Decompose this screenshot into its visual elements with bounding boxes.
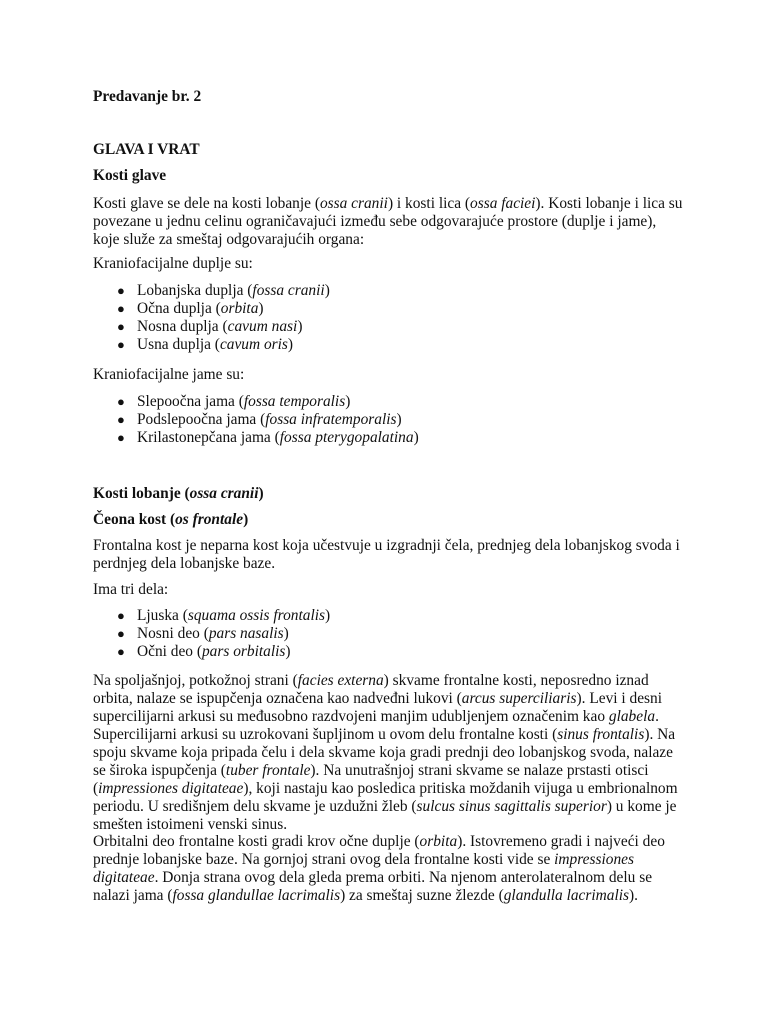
bullet-icon: ● bbox=[117, 412, 125, 427]
text-run: ) za smeštaj suzne žlezde ( bbox=[340, 887, 504, 904]
fossae-intro: Kraniofacijalne jame su: bbox=[93, 366, 245, 383]
item-name: Lobanjska duplja bbox=[137, 282, 244, 299]
text-run: . Donja strana ovog dela gleda prema orbiti. Na njenom anterolateralnom delu se nalazi jama ( bbox=[93, 869, 653, 904]
text-run: ) skvame frontalne kosti, neposredno iznad orbita, nalaze se ispupčenja označena kao nadveđni lukovi ( bbox=[93, 672, 649, 707]
frontal-bone-heading: Čeona kost (os frontale) bbox=[93, 511, 249, 528]
item-latin: fossa cranii bbox=[252, 282, 325, 299]
item-latin: cavum oris bbox=[219, 336, 288, 353]
latin-term: ossa cranii bbox=[319, 195, 388, 212]
intro-paragraph bbox=[93, 195, 683, 249]
orbital-paragraph bbox=[93, 833, 683, 905]
parts-list bbox=[93, 607, 683, 661]
list-item: ● Nosni deo (pars nasalis) bbox=[117, 625, 289, 642]
text-run: ). Kosti lobanje i lica su povezane u jednu celinu ograničavajući između sebe odgovarajuće prostore (duplje i jame), koje služe za smeštaj odgovarajućih organa: bbox=[93, 195, 683, 248]
frontal-intro-paragraph bbox=[93, 537, 683, 573]
list-item: ● Očni deo (pars orbitalis) bbox=[117, 643, 291, 660]
item-name: Nosna duplja bbox=[137, 318, 219, 335]
latin-term: sulcus sinus sagittalis superior bbox=[416, 798, 607, 815]
text-run: Kosti glave se dele na kosti lobanje ( bbox=[93, 195, 320, 212]
item-latin: orbita bbox=[220, 300, 259, 317]
list-item: ● Usna duplja (cavum oris) bbox=[117, 336, 294, 353]
bullet-icon: ● bbox=[117, 644, 125, 659]
latin-term: sinus frontalis bbox=[557, 726, 645, 743]
list-item: ● Lobanjska duplja (fossa cranii) bbox=[117, 282, 330, 299]
item-name: Očni deo bbox=[137, 643, 193, 660]
bullet-icon: ● bbox=[117, 319, 125, 334]
latin-term: glandulla lacrimalis bbox=[503, 887, 630, 904]
latin-term: orbita bbox=[419, 833, 458, 850]
item-name: Ljuska bbox=[137, 607, 179, 624]
text-run: ) i kosti lica ( bbox=[387, 195, 471, 212]
list-item: ● Slepoočna jama (fossa temporalis) bbox=[117, 393, 351, 410]
list-item: ● Podslepoočna jama (fossa infratemporalis) bbox=[117, 411, 402, 428]
item-name: Podslepoočna jama bbox=[137, 411, 257, 428]
text-run: ) u kome je smešten istoimeni venski sinus. bbox=[93, 798, 677, 833]
latin-term: facies externa bbox=[297, 672, 384, 689]
latin-term: glabela bbox=[608, 708, 656, 725]
text-run: . Supercilijarni arkusi su uzrokovani šupljinom u ovom delu frontalne kosti ( bbox=[93, 708, 659, 743]
squama-paragraph bbox=[93, 672, 683, 834]
item-latin: fossa infratemporalis bbox=[265, 411, 397, 428]
list-item: ● Krilastonepčana jama (fossa pterygopalatina) bbox=[117, 429, 419, 446]
item-name: Slepoočna jama bbox=[137, 393, 235, 410]
list-item: ● Ljuska (squama ossis frontalis) bbox=[117, 607, 331, 624]
bullet-icon: ● bbox=[117, 337, 125, 352]
cavities-list bbox=[93, 282, 683, 354]
bullet-icon: ● bbox=[117, 301, 125, 316]
latin-term: ossa faciei bbox=[470, 195, 536, 212]
text-run: ). Na unutrašnjoj strani skvame se nalaze prstasti otisci ( bbox=[93, 762, 649, 797]
subsection-heading: Kosti glave bbox=[93, 167, 167, 184]
latin-term: tuber frontale bbox=[225, 762, 311, 779]
bullet-icon: ● bbox=[117, 394, 125, 409]
item-latin: pars nasalis bbox=[208, 625, 284, 642]
item-latin: cavum nasi bbox=[227, 318, 298, 335]
bullet-icon: ● bbox=[117, 283, 125, 298]
text-run: ). Na spoju skvame koja pripada čelu i dela skvame koja gradi prednji deo lobanjskog svoda, nalaze se široka ispupčenja ( bbox=[93, 726, 676, 779]
list-item: ● Nosna duplja (cavum nasi) bbox=[117, 318, 303, 335]
lecture-title: Predavanje br. 2 bbox=[93, 88, 202, 105]
text-run: Frontalna kost je neparna kost koja učestvuje u izgradnji čela, prednjeg dela lobanjskog svoda i perdnjeg dela lobanjske baze. bbox=[93, 537, 680, 572]
item-name: Krilastonepčana jama bbox=[137, 429, 271, 446]
bullet-icon: ● bbox=[117, 430, 125, 445]
latin-term: arcus superciliaris bbox=[461, 690, 577, 707]
parts-intro: Ima tri dela: bbox=[93, 581, 169, 598]
item-latin: fossa temporalis bbox=[243, 393, 346, 410]
item-name: Očna duplja bbox=[137, 300, 212, 317]
section-heading: GLAVA I VRAT bbox=[93, 141, 200, 158]
bullet-icon: ● bbox=[117, 608, 125, 623]
text-run: Na spoljašnjoj, potkožnoj strani ( bbox=[93, 672, 298, 689]
item-name: Usna duplja bbox=[137, 336, 211, 353]
text-run: Orbitalni deo frontalne kosti gradi krov očne duplje ( bbox=[93, 833, 420, 850]
item-latin: squama ossis frontalis bbox=[187, 607, 325, 624]
item-name: Nosni deo bbox=[137, 625, 200, 642]
text-run: ). Levi i desni supercilijarni arkusi su međusobno razdvojeni manjim udubljenjem označenim kao bbox=[93, 690, 662, 725]
text-run: ), koji nastaju kao posledica pritiska moždanih vijuga u embrionalnom periodu. U središnjem delu skvame je uzdužni žleb ( bbox=[93, 780, 678, 815]
fossae-list bbox=[93, 393, 683, 447]
latin-term: impressiones digitateae bbox=[93, 851, 634, 886]
latin-term: impressiones digitateae bbox=[98, 780, 244, 797]
text-run: ). Istovremeno gradi i najveći deo prednje lobanjske baze. Na gornjoj strani ovog dela frontalne kosti vide se bbox=[93, 833, 665, 868]
item-latin: pars orbitalis bbox=[201, 643, 286, 660]
text-run: ). bbox=[629, 887, 638, 904]
bullet-icon: ● bbox=[117, 626, 125, 641]
skull-bones-heading: Kosti lobanje (ossa cranii) bbox=[93, 485, 264, 502]
item-latin: fossa pterygopalatina bbox=[279, 429, 414, 446]
cavities-intro: Kraniofacijalne duplje su: bbox=[93, 255, 253, 272]
latin-term: fossa glandullae lacrimalis bbox=[172, 887, 341, 904]
list-item: ● Očna duplja (orbita) bbox=[117, 300, 264, 317]
